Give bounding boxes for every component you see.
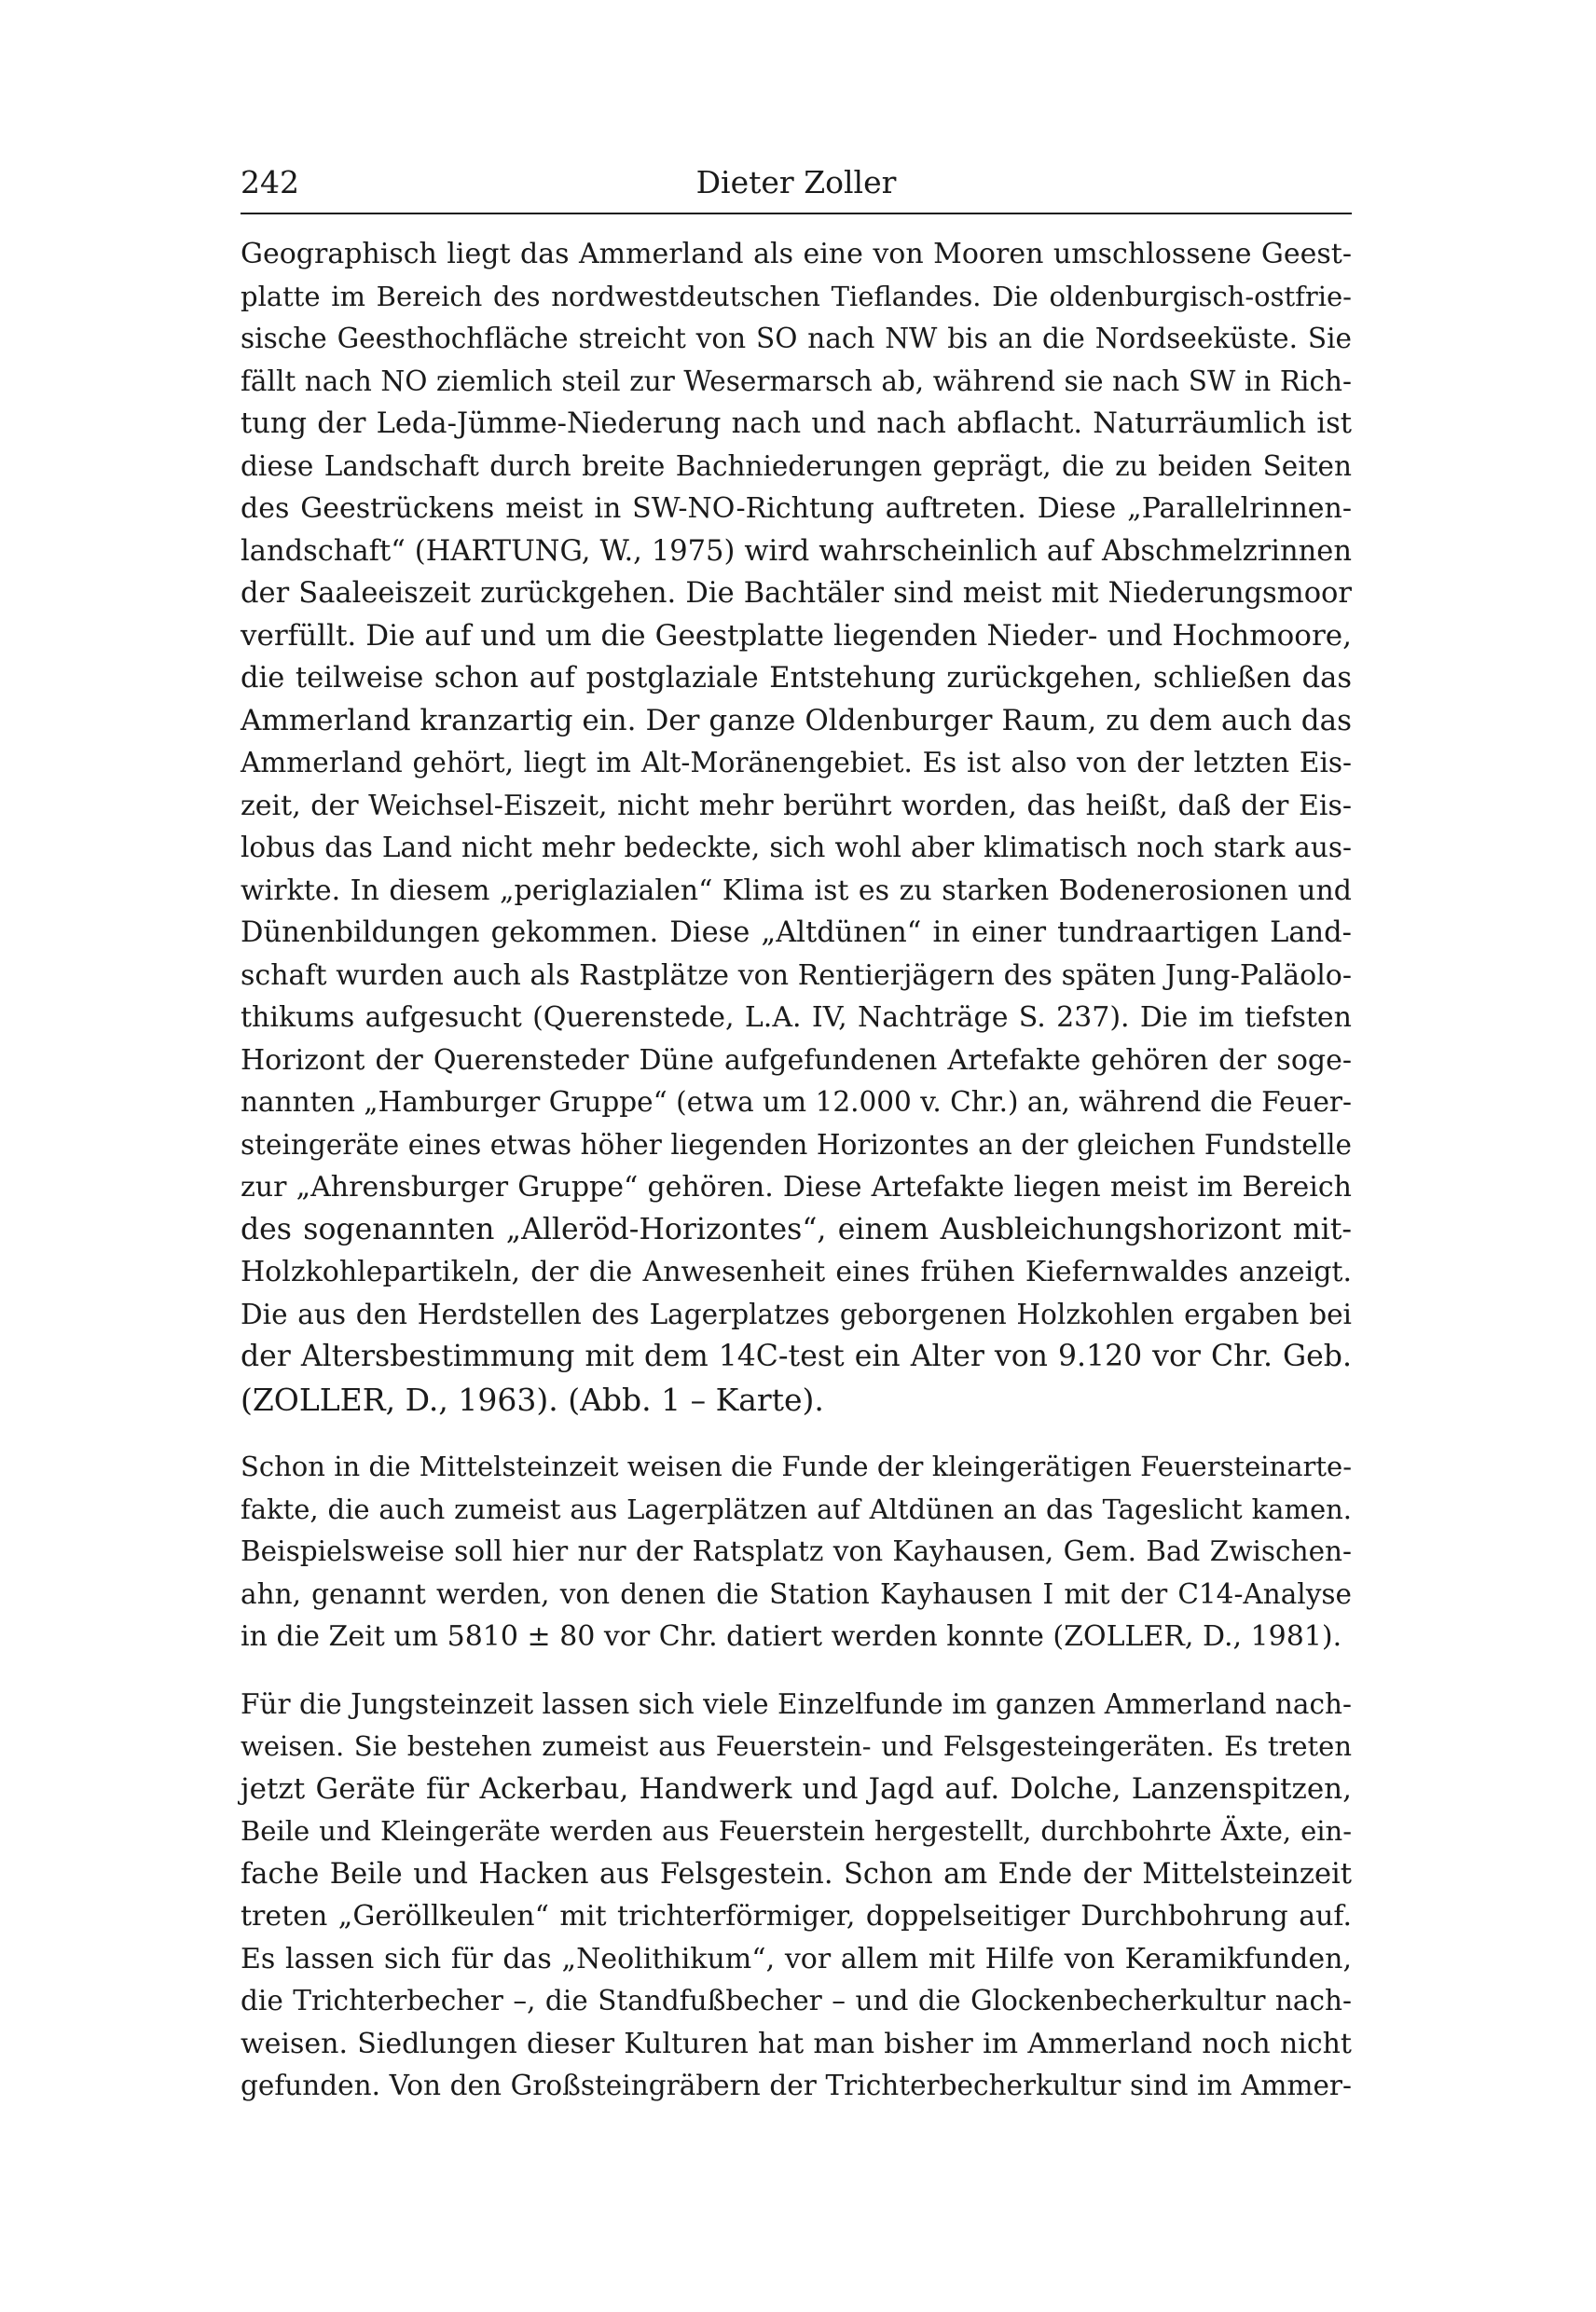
- text-line: der Saaleeiszeit zurückgehen. Die Bachtäler sind meist mit Niederungsmoor: [241, 577, 1352, 610]
- text-line: zur „Ahrensburger Gruppe“ gehören. Diese Artefakte liegen meist im Bereich: [241, 1171, 1352, 1204]
- text-line: ahn, genannt werden, von denen die Station Kayhausen I mit der C14-Analyse: [241, 1577, 1352, 1610]
- text-line: Dünenbildungen gekommen. Diese „Altdünen“ in einer tundraartigen Land-: [241, 916, 1352, 949]
- text-line: Es lassen sich für das „Neolithikum“, vor allem mit Hilfe von Keramikfunden,: [241, 1942, 1352, 1975]
- text-line: weisen. Siedlungen dieser Kulturen hat man bisher im Ammerland noch nicht: [241, 2027, 1352, 2060]
- paragraph-mesolithic: [241, 1446, 1352, 1658]
- text-line: (ZOLLER, D., 1963). (Abb. 1 – Karte).: [241, 1381, 824, 1418]
- paragraph-neolithic: [241, 1684, 1352, 2108]
- header-rule: [241, 213, 1352, 214]
- text-line: der Altersbestimmung mit dem 14C-test ein Alter von 9.120 vor Chr. Geb.: [241, 1340, 1352, 1373]
- text-line: sische Geesthochfläche streicht von SO nach NW bis an die Nordseeküste. Sie: [241, 323, 1352, 354]
- text-line: gefunden. Von den Großsteingräbern der Trichterbecherkultur sind im Ammer-: [241, 2070, 1352, 2101]
- text-line: Für die Jungsteinzeit lassen sich viele Einzelfunde im ganzen Ammerland nach-: [241, 1687, 1352, 1720]
- running-head: [241, 157, 1352, 209]
- text-line: Beispielsweise soll hier nur der Ratsplatz von Kayhausen, Gem. Bad Zwischen-: [241, 1535, 1352, 1567]
- text-line: zeit, der Weichsel-Eiszeit, nicht mehr berührt worden, das heißt, daß der Eis-: [241, 789, 1352, 822]
- text-line: treten „Geröllkeulen“ mit trichterförmiger, doppelseitiger Durchbohrung auf.: [241, 1900, 1352, 1933]
- text-line: nannten „Hamburger Gruppe“ (etwa um 12.000 v. Chr.) an, während die Feuer-: [241, 1086, 1352, 1118]
- text-line: diese Landschaft durch breite Bachniederungen geprägt, die zu beiden Seiten: [241, 449, 1352, 482]
- text-line: verfüllt. Die auf und um die Geestplatte liegenden Nieder- und Hochmoore,: [241, 618, 1352, 653]
- text-line: steingeräte eines etwas höher liegenden Horizontes an der gleichen Fundstelle: [241, 1128, 1352, 1161]
- text-line: fache Beile und Hacken aus Felsgestein. Schon am Ende der Mittelsteinzeit: [241, 1857, 1352, 1891]
- text-line: die Trichterbecher –, die Standfußbecher – und die Glockenbecherkultur nach-: [241, 1985, 1352, 2016]
- text-line: Holzkohlepartikeln, der die Anwesenheit eines frühen Kiefernwaldes anzeigt.: [241, 1256, 1352, 1288]
- text-line: platte im Bereich des nordwestdeutschen Tieflandes. Die oldenburgisch-ostfrie-: [241, 280, 1352, 312]
- text-line: tung der Leda-Jümme-Niederung nach und nach abflacht. Naturräumlich ist: [241, 407, 1352, 440]
- text-line: weisen. Sie bestehen zumeist aus Feuerstein- und Felsgesteingeräten. Es treten: [241, 1730, 1352, 1762]
- text-line: Ammerland kranzartig ein. Der ganze Oldenburger Raum, zu dem auch das: [241, 703, 1352, 737]
- body-text: [241, 233, 1352, 2133]
- text-line: fällt nach NO ziemlich steil zur Wesermarsch ab, während sie nach SW in Rich-: [241, 365, 1352, 397]
- text-line: fakte, die auch zumeist aus Lagerplätzen auf Altdünen an das Tageslicht kamen.: [241, 1493, 1352, 1525]
- text-line: Beile und Kleingeräte werden aus Feuerstein hergestellt, durchbohrte Äxte, ein-: [241, 1815, 1352, 1847]
- text-line: jetzt Geräte für Ackerbau, Handwerk und Jagd auf. Dolche, Lanzenspitzen,: [241, 1771, 1352, 1806]
- text-line: wirkte. In diesem „periglazialen“ Klima ist es zu starken Bodenerosionen und: [241, 874, 1352, 907]
- page-number: 242: [241, 164, 299, 200]
- paragraph-geography: [241, 233, 1352, 1421]
- text-line: die teilweise schon auf postglaziale Entstehung zurückgehen, schließen das: [241, 662, 1352, 695]
- running-head-author: Dieter Zoller: [695, 164, 897, 200]
- text-line: landschaft“ (HARTUNG, W., 1975) wird wahrscheinlich auf Abschmelzrinnen: [241, 534, 1352, 568]
- text-line: Die aus den Herdstellen des Lagerplatzes geborgenen Holzkohlen ergaben bei: [241, 1298, 1352, 1330]
- text-line: Ammerland gehört, liegt im Alt-Moränengebiet. Es ist also von der letzten Eis-: [241, 747, 1352, 778]
- text-line: Geographisch liegt das Ammerland als eine von Mooren umschlossene Geest-: [241, 238, 1352, 270]
- text-line: thikums aufgesucht (Querenstede, L.A. IV, Nachträge S. 237). Die im tiefsten: [241, 1001, 1352, 1034]
- text-line: in die Zeit um 5810 ± 80 vor Chr. datiert werden konnte (ZOLLER, D., 1981).: [241, 1620, 1342, 1653]
- text-line: schaft wurden auch als Rastplätze von Rentierjägern des späten Jung-Paläolo-: [241, 958, 1352, 992]
- text-line: Horizont der Querensteder Düne aufgefundenen Artefakte gehören der soge-: [241, 1043, 1352, 1077]
- text-line: des sogenannten „Alleröd-Horizontes“, einem Ausbleichungshorizont mit-: [241, 1212, 1352, 1246]
- text-line: lobus das Land nicht mehr bedeckte, sich wohl aber klimatisch noch stark aus-: [241, 832, 1352, 863]
- text-line: des Geestrückens meist in SW-NO-Richtung auftreten. Diese „Parallelrinnen-: [241, 492, 1352, 525]
- text-line: Schon in die Mittelsteinzeit weisen die Funde der kleingerätigen Feuersteinarte-: [241, 1451, 1352, 1482]
